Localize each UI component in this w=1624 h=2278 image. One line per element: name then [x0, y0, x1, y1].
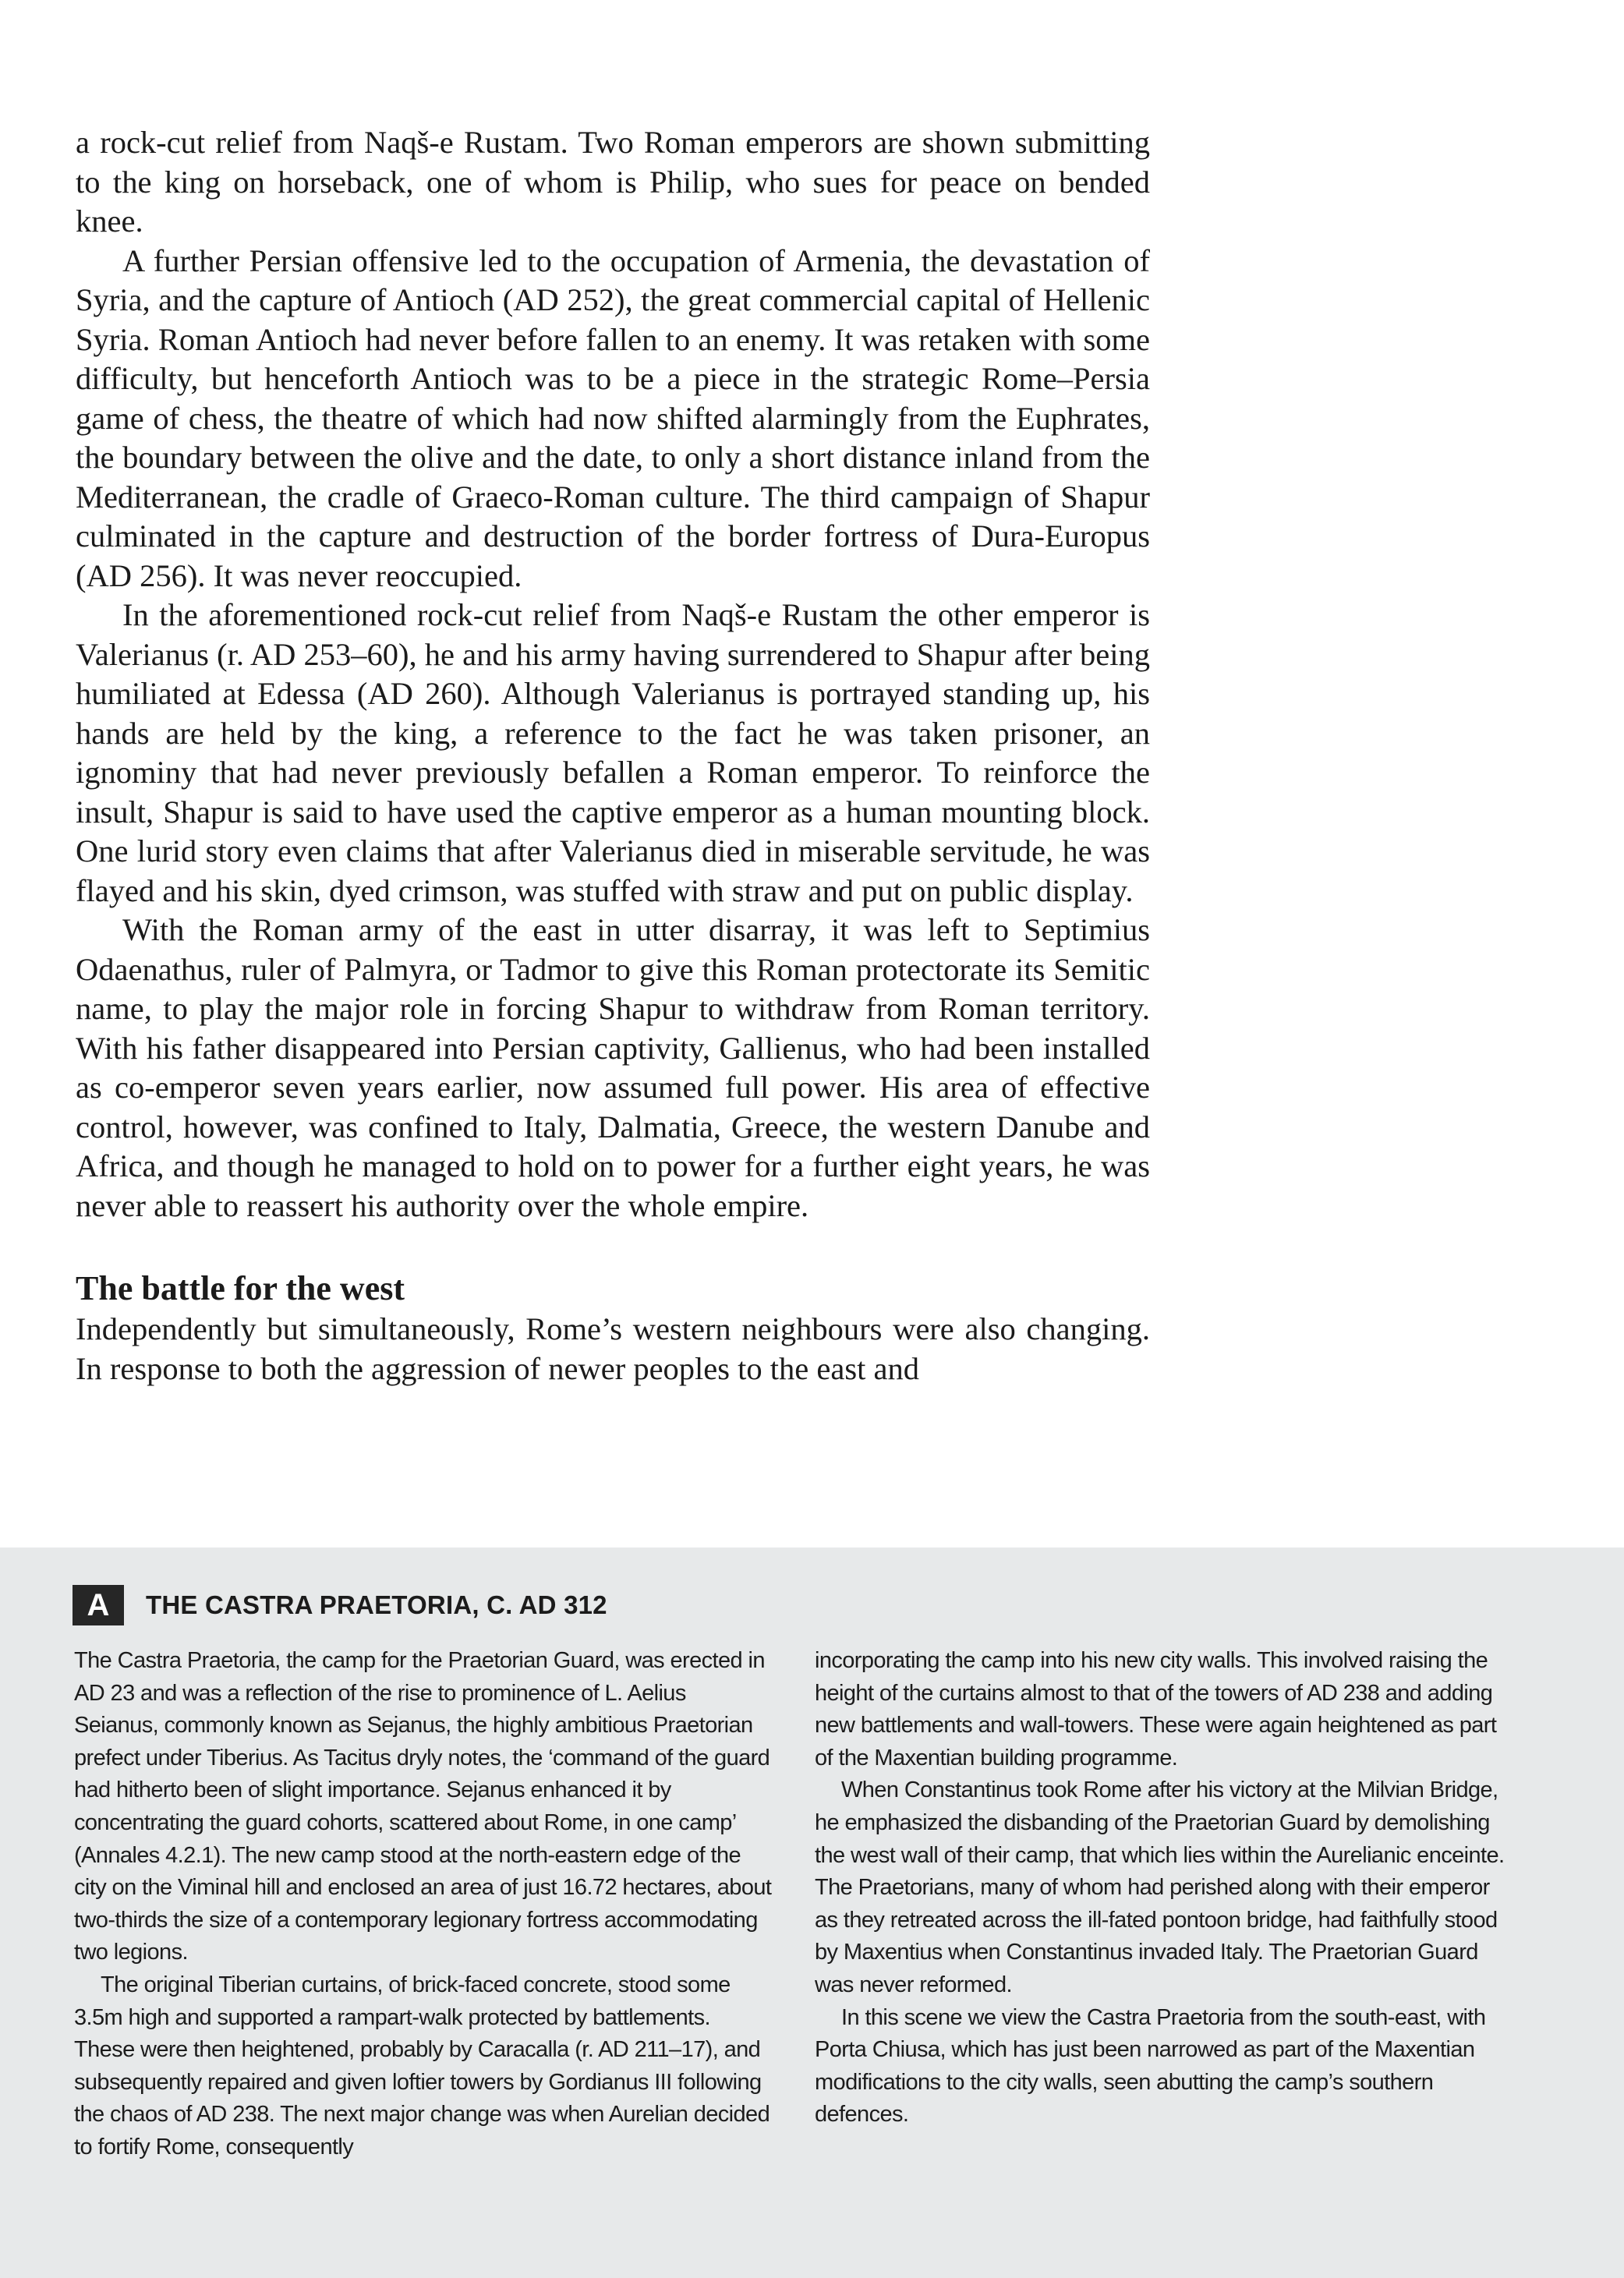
caption-paragraph: The Castra Praetoria, the camp for the Praetorian Guard, was erected in AD 23 and was a reflection of the rise to prominence of L. Aelius Seianus, commonly known as Sejanus, the highly ambitious Praetorian prefect under Tiberius. As Tacitus dryly notes, the ‘command of the guard had hitherto been of slight importance. Sejanus enhanced it by concentrating the guard cohorts, scattered about Rome, in one camp’ (Annales 4.2.1). The new camp stood at the north-eastern edge of the city on the Viminal hill and enclosed an area of just 16.72 hectares, about two-thirds the size of a contemporary legionary fortress accommodating two legions.: [74, 1648, 772, 1965]
plate-title: THE CASTRA PRAETORIA, C. AD 312: [146, 1590, 607, 1619]
caption-paragraph: incorporating the camp into his new city walls. This involved raising the height of the curtains almost to that of the towers of AD 238 and adding new battlements and wall-towers. These were again heightened as part of the Maxentian building programme.: [815, 1648, 1497, 1770]
paragraph: Independently but simultaneously, Rome’s western neighbours were also changing. In response to both the aggression of newer peoples to the east and: [76, 1311, 1150, 1386]
main-text: [76, 123, 1150, 1388]
paragraph: With the Roman army of the east in utter disarray, it was left to Septimius Odaenathus, ruler of Palmyra, or Tadmor to give this Roman protectorate its Semitic name, to play the major role in forcing Shapur to withdraw from Roman territory. With his father disappeared into Persian captivity, Gallienus, who had been installed as co-emperor seven years earlier, now assumed full power. His area of effective control, however, was confined to Italy, Dalmatia, Greece, the western Danube and Africa, and though he managed to hold on to power for a further eight years, he was never able to reassert his authority over the whole empire.: [76, 912, 1150, 1223]
plate-column-left: [74, 1645, 776, 2164]
plate-caption-columns: [74, 1645, 1516, 2164]
caption-paragraph: The original Tiberian curtains, of brick-faced concrete, stood some 3.5m high and supported a rampart-walk protected by battlements. These were then heightened, probably by Caracalla (r. AD 211–17), and subsequently repaired and given loftier towers by Gordianus III following the chaos of AD 238. The next major change was when Aurelian decided to fortify Rome, consequently: [74, 1972, 770, 2160]
paragraph: a rock-cut relief from Naqš-e Rustam. Two Roman emperors are shown submitting to the king on horseback, one of whom is Philip, who sues for peace on bended knee.: [76, 125, 1150, 239]
caption-paragraph: When Constantinus took Rome after his victory at the Milvian Bridge, he emphasized the disbanding of the Praetorian Guard by demolishing the west wall of their camp, that which lies within the Aurelianic enceinte. The Praetorians, many of whom had perished along with their emperor as they retreated across the ill-fated pontoon bridge, had faithfully stood by Maxentius when Constantinus invaded Italy. The Praetorian Guard was never reformed.: [815, 1777, 1505, 1997]
plate-letter-badge: A: [73, 1585, 124, 1625]
caption-paragraph: In this scene we view the Castra Praetoria from the south-east, with Porta Chiusa, which has just been narrowed as part of the Maxentian modifications to the city walls, seen abutting the camp’s southern defences.: [815, 2004, 1486, 2128]
paragraph: A further Persian offensive led to the occupation of Armenia, the devastation of Syria, and the capture of Antioch (AD 252), the great commercial capital of Hellenic Syria. Roman Antioch had never before fallen to an enemy. It was retaken with some difficulty, but henceforth Antioch was to be a piece in the strategic Rome–Persia game of chess, the theatre of which had now shifted alarmingly from the Euphrates, the boundary between the olive and the date, to only a short distance inland from the Mediterranean, the cradle of Graeco-Roman culture. The third campaign of Shapur culminated in the capture and destruction of the border fortress of Dura-Europus (AD 256). It was never reoccupied.: [76, 242, 1150, 593]
plate-column-right: [815, 1645, 1516, 2164]
paragraph: In the aforementioned rock-cut relief from Naqš-e Rustam the other emperor is Valerianus (r. AD 253–60), he and his army having surrendered to Shapur after being humiliated at Edessa (AD 260). Although Valerianus is portrayed standing up, his hands are held by the king, a reference to the fact he was taken prisoner, an ignominy that had never previously befallen a Roman emperor. To reinforce the insult, Shapur is said to have used the captive emperor as a human mounting block. One lurid story even claims that after Valerianus died in miserable servitude, he was flayed and his skin, dyed crimson, was stuffed with straw and put on public display.: [76, 597, 1150, 908]
section-heading: The battle for the west: [76, 1269, 405, 1307]
plate-header: [73, 1585, 607, 1625]
